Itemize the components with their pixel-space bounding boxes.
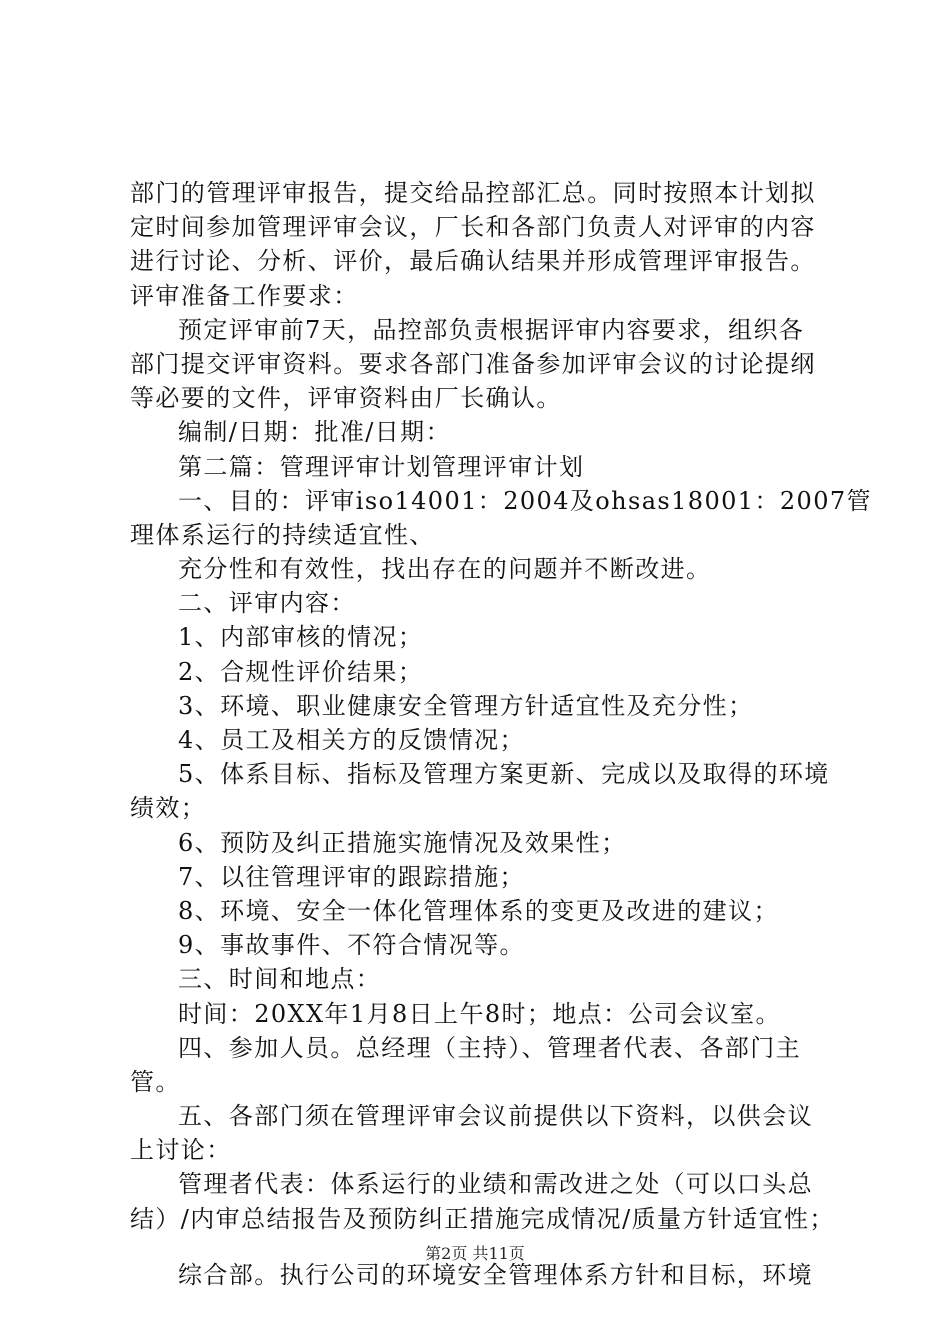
text-line: 管理者代表：体系运行的业绩和需改进之处（可以口头总 bbox=[178, 1170, 813, 1199]
text-line: 评审准备工作要求： bbox=[130, 281, 359, 310]
text-line: 等必要的文件，评审资料由厂长确认。 bbox=[130, 384, 562, 413]
text-line: 理体系运行的持续适宜性、 bbox=[130, 520, 435, 549]
text-line: 第二篇：管理评审计划管理评审计划 bbox=[178, 452, 585, 481]
text-line: 上讨论： bbox=[130, 1136, 232, 1165]
text-line: 四、参加人员。总经理（主持）、管理者代表、各部门主 bbox=[178, 1033, 801, 1062]
text-line: 6、预防及纠正措施实施情况及效果性； bbox=[178, 828, 627, 857]
text-line: 绩效； bbox=[130, 794, 207, 823]
text-line: 三、时间和地点： bbox=[178, 965, 382, 994]
text-line: 7、以往管理评审的跟踪措施； bbox=[178, 862, 525, 891]
text-line: 3、环境、职业健康安全管理方针适宜性及充分性； bbox=[178, 691, 754, 720]
text-line: 2、合规性评价结果； bbox=[178, 657, 424, 686]
text-line: 8、环境、安全一体化管理体系的变更及改进的建议； bbox=[178, 896, 779, 925]
text-line: 充分性和有效性，找出存在的问题并不断改进。 bbox=[178, 555, 712, 584]
text-line: 结）/内审总结报告及预防纠正措施完成情况/质量方针适宜性； bbox=[130, 1204, 835, 1233]
text-line: 进行讨论、分析、评价，最后确认结果并形成管理评审报告。 bbox=[130, 247, 816, 276]
text-line: 9、事故事件、不符合情况等。 bbox=[178, 931, 525, 960]
text-line: 预定评审前7天，品控部负责根据评审内容要求，组织各 bbox=[178, 315, 805, 344]
text-line: 一、目的：评审iso14001：2004及ohsas18001：2007管 bbox=[178, 486, 872, 515]
document-body bbox=[130, 176, 872, 1292]
text-line: 管。 bbox=[130, 1067, 181, 1096]
text-line: 综合部。执行公司的环境安全管理体系方针和目标，环境 bbox=[178, 1260, 813, 1289]
text-line: 时间：20XX年1月8日上午8时；地点：公司会议室。 bbox=[178, 999, 781, 1028]
text-line: 部门的管理评审报告，提交给品控部汇总。同时按照本计划拟 bbox=[130, 179, 816, 207]
text-line: 五、各部门须在管理评审会议前提供以下资料，以供会议 bbox=[178, 1102, 813, 1131]
text-line: 5、体系目标、指标及管理方案更新、完成以及取得的环境 bbox=[178, 760, 830, 789]
text-line: 编制/日期：批准/日期： bbox=[178, 418, 451, 447]
text-line: 部门提交评审资料。要求各部门准备参加评审会议的讨论提纲 bbox=[130, 349, 816, 378]
text-line: 定时间参加管理评审会议，厂长和各部门负责人对评审的内容 bbox=[130, 213, 816, 242]
text-line: 4、员工及相关方的反馈情况； bbox=[178, 726, 525, 754]
text-line: 二、评审内容： bbox=[178, 589, 356, 618]
page-footer: 第2页 共11页 bbox=[425, 1244, 525, 1263]
text-line: 1、内部审核的情况； bbox=[178, 623, 424, 652]
